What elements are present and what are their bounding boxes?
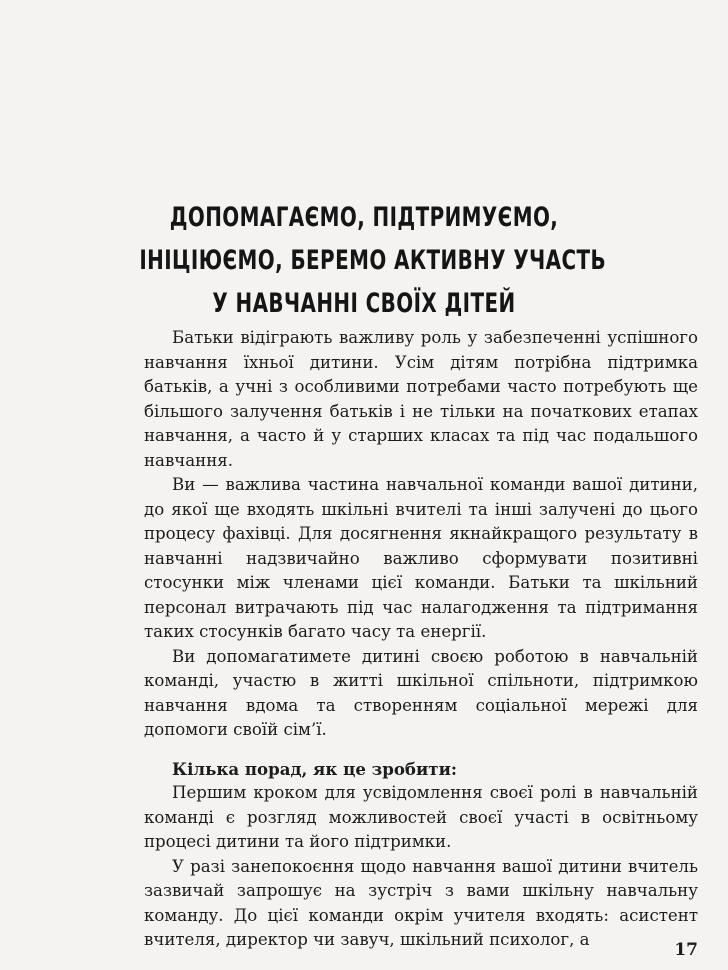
paragraph-5: У разі занепокоєння щодо навчання вашої дитини вчитель зазвичай запрошує на зустріч з вами шкільну навчальну команду. До цієї команди окрім учителя входять: асистент вчителя, директор чи завуч, шкільний психолог, а: [144, 856, 698, 949]
paragraph-1: Батьки відіграють важливу роль у забезпеченні успішного навчання їхньої дитини. Усім дітям потрібна підтримка батьків, а учні з особливими потребами часто потребують ще більшого залучення батьків і не тільки на початкових етапах навчання, а часто й у старших класах та під час подальшого навчання.: [144, 328, 698, 470]
paragraph-2: Ви — важлива частина навчальної команди вашої дитини, до якої ще входять шкільні вчителі та інші залучені до цього процесу фахівці. Для досягнення якнайкращого результату в навчанні надзвичайно важливо сформувати позитивні стосунки між членами цієї команди. Батьки та шкільний персонал витрачають під час налагодження та підтримання таких стосунків багато часу та енергії.: [144, 475, 698, 641]
body-text: [144, 326, 698, 953]
tips-heading: Кілька порад, як це зробити:: [172, 758, 458, 779]
page-number: 17: [674, 940, 698, 960]
heading-line-2: ІНІЦІЮЄМО, БЕРЕМО АКТИВНУ УЧАСТЬ: [139, 245, 607, 276]
section-heading: [90, 196, 638, 325]
heading-line-3: У НАВЧАННІ СВОЇХ ДІТЕЙ: [212, 288, 516, 319]
paragraph-3: Ви допомагатимете дитині своєю роботою в навчальній команді, участю в житті шкільної спільноти, підтримкою навчання вдома та створенням соціальної мережі для допомоги своїй сім’ї.: [144, 646, 698, 739]
heading-line-1: ДОПОМАГАЄМО, ПІДТРИМУЄМО,: [169, 202, 559, 233]
paragraph-4: Першим кроком для усвідомлення своєї ролі в навчальній команді є розгляд можливостей своєї участі в освітньому процесі дитини та його підтримки.: [144, 783, 698, 851]
